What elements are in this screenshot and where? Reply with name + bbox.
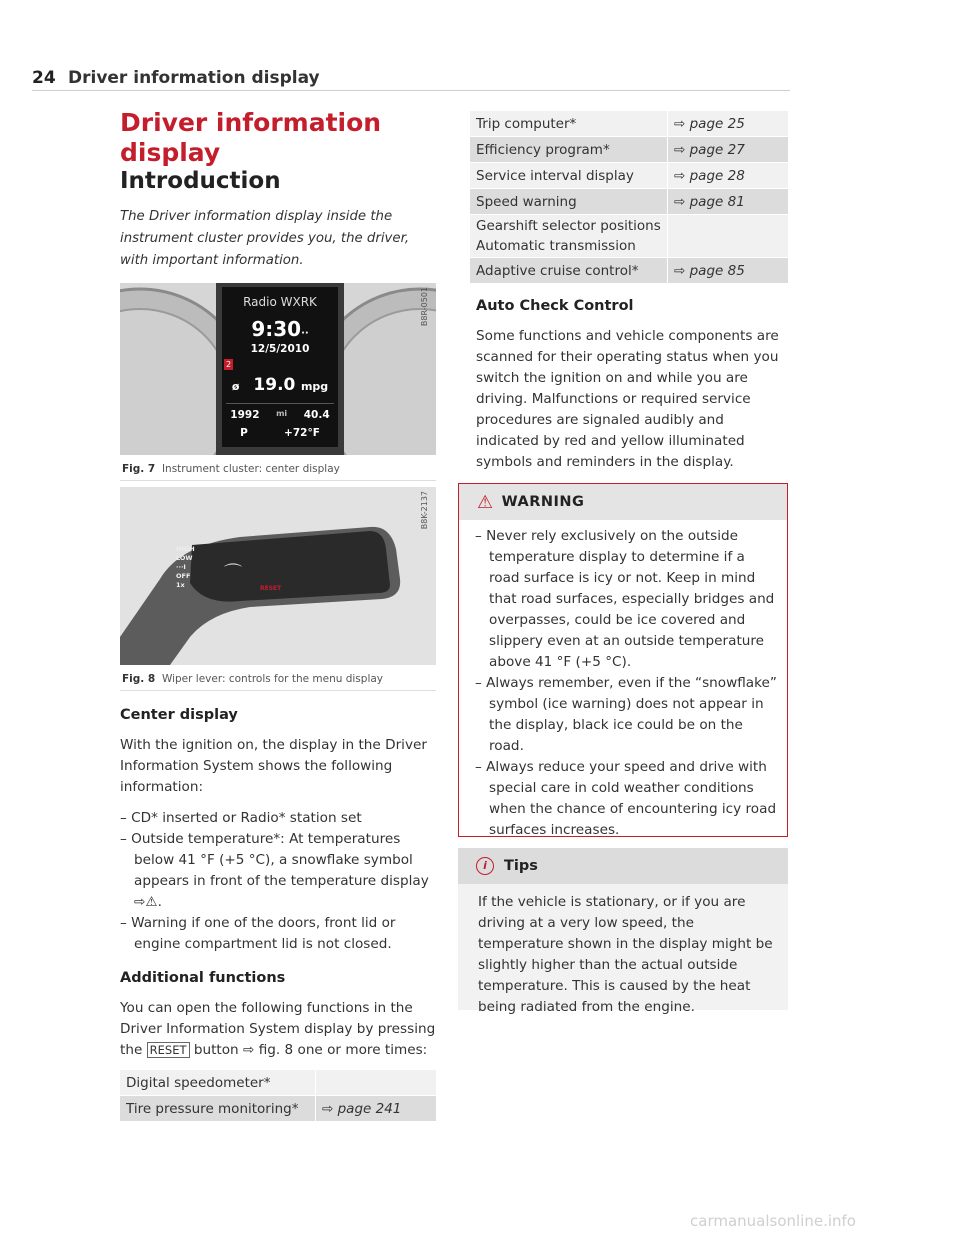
figure-caption-7: Fig. 7 Instrument cluster: center display bbox=[122, 463, 340, 475]
info-icon: i bbox=[476, 857, 494, 875]
warning-triangle-icon: ⚠ bbox=[477, 491, 494, 513]
additional-functions-text: You can open the following functions in the Driver Information System display by pressing the RESET button ⇨ fig. 8 one or more times: bbox=[120, 1000, 436, 1058]
figure-code: B8K-2137 bbox=[420, 491, 429, 530]
center-display-text: With the ignition on, the display in the Driver Information System shows the following information: bbox=[120, 737, 427, 795]
warning-title: WARNING bbox=[501, 494, 585, 510]
radio-station: Radio WXRK bbox=[243, 295, 317, 309]
table-row: Tire pressure monitoring* ⇨ page 241 bbox=[120, 1096, 436, 1122]
table-row: Trip computer* ⇨ page 25 bbox=[470, 111, 788, 137]
page-title: Driver information display bbox=[120, 108, 382, 167]
auto-check-heading: Auto Check Control bbox=[476, 298, 634, 314]
list-item: – Always remember, even if the “snowflake” symbol (ice warning) does not appear in the display, black ice could be on the road. bbox=[475, 675, 777, 754]
list-item: – CD* inserted or Radio* station set bbox=[120, 810, 362, 826]
table-row: Gearshift selector positions Automatic transmission bbox=[470, 215, 788, 258]
header-rule bbox=[32, 90, 790, 91]
list-item: – Outside temperature*: At temperatures below 41 °F (+5 °C), a snowflake symbol appears in front of the temperature display ⇨⚠. bbox=[120, 831, 429, 910]
running-header: Driver information display bbox=[68, 68, 320, 88]
additional-functions-table bbox=[120, 1070, 436, 1122]
station-tag: 2 bbox=[225, 360, 232, 369]
center-screen bbox=[222, 287, 338, 447]
clock-time: 9:30·· bbox=[251, 317, 309, 341]
lever-labels: HIGH LOW ···I OFF 1x bbox=[176, 545, 195, 589]
watermark: carmanualsonline.info bbox=[690, 1212, 856, 1230]
figure-caption-8: Fig. 8 Wiper lever: controls for the menu display bbox=[122, 673, 384, 685]
reset-label: RESET bbox=[260, 585, 282, 592]
warning-header bbox=[459, 484, 787, 520]
center-display-list bbox=[120, 808, 436, 955]
wiper-icon: ⌒ bbox=[224, 563, 242, 584]
tips-text: If the vehicle is stationary, or if you are driving at a very low speed, the temperature shown in the display might be slightly higher than the actual outside temperature. This is caused by the heat being radiated from the engine. bbox=[478, 894, 773, 1015]
date: 12/5/2010 bbox=[250, 343, 310, 355]
table-row: Adaptive cruise control* ⇨ page 85 bbox=[470, 258, 788, 284]
wiper-lever-illustration bbox=[120, 487, 436, 665]
tips-title: Tips bbox=[504, 858, 538, 874]
tips-header bbox=[458, 848, 788, 884]
functions-table bbox=[470, 111, 788, 284]
table-row: Speed warning ⇨ page 81 bbox=[470, 189, 788, 215]
additional-functions-heading: Additional functions bbox=[120, 970, 286, 986]
list-item: – Never rely exclusively on the outside temperature display to determine if a road surface is icy or not. Keep in mind that road surfaces, especially bridges and overpasses, could be ice covered and slippery even at an outside temperature above 41 °F (+5 °C). bbox=[475, 528, 775, 670]
screen-divider bbox=[226, 403, 334, 404]
center-display-heading: Center display bbox=[120, 707, 238, 723]
warning-box bbox=[458, 483, 788, 837]
tips-box bbox=[458, 848, 788, 1015]
table-row: Service interval display ⇨ page 28 bbox=[470, 163, 788, 189]
warning-body bbox=[459, 520, 787, 841]
odometer-row: 1992 mi 40.4 bbox=[230, 409, 330, 421]
auto-check-text: Some functions and vehicle components are scanned for their operating status when you switch the ignition on and while you are driving. Malfunctions or required service procedures are signaled audibly and indicated by red and yellow illuminated symbols and reminders in the display. bbox=[476, 328, 779, 470]
figure-wiper-lever bbox=[120, 487, 436, 665]
reset-button-label: RESET bbox=[147, 1042, 190, 1058]
avg-consumption: ø 19.0 mpg bbox=[231, 375, 329, 395]
table-row: Efficiency program* ⇨ page 27 bbox=[470, 137, 788, 163]
intro-text: The Driver information display inside the instrument cluster provides you, the driver, with important information. bbox=[120, 209, 410, 268]
figure-code: B8R-0501 bbox=[420, 287, 429, 327]
section-heading: Introduction bbox=[120, 168, 281, 194]
page-number: 24 bbox=[32, 68, 56, 88]
figure-instrument-cluster bbox=[120, 283, 436, 455]
list-item: – Warning if one of the doors, front lid or engine compartment lid is not closed. bbox=[120, 915, 396, 952]
caption-rule bbox=[120, 480, 436, 481]
table-row: Digital speedometer* bbox=[120, 1070, 436, 1096]
list-item: – Always reduce your speed and drive with special care in cold weather conditions when the chance of encountering icy road surfaces increases. bbox=[475, 759, 777, 838]
caption-rule bbox=[120, 690, 436, 691]
gear-temp-row: P +72°F bbox=[240, 427, 320, 439]
